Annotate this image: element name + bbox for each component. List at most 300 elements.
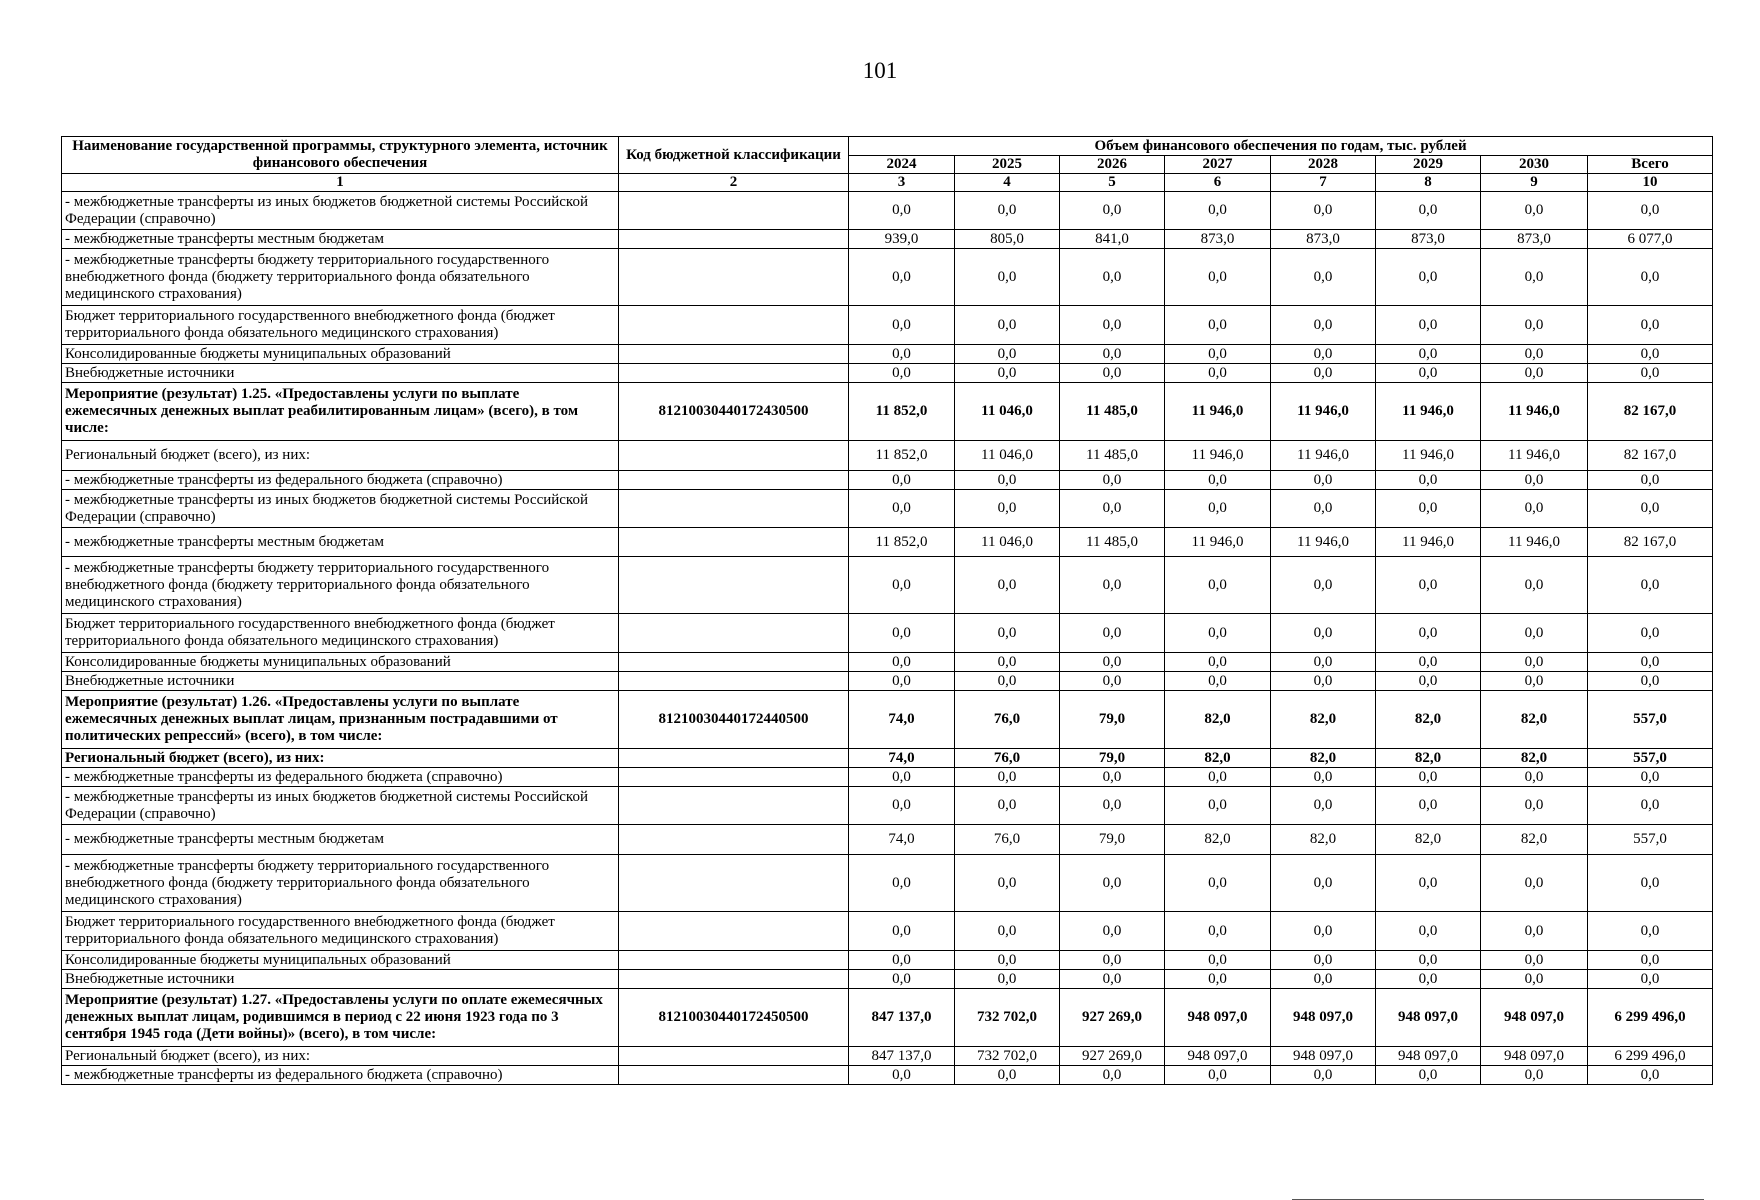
year-value-cell: 0,0 <box>1060 768 1165 787</box>
year-value-cell: 0,0 <box>1376 249 1481 306</box>
year-value-cell: 0,0 <box>1165 557 1271 614</box>
budget-code <box>619 1066 849 1085</box>
table-row <box>62 768 1713 787</box>
header-name-column: Наименование государственной программы, структурного элемента, источник финансового обеспечения <box>62 137 619 174</box>
column-number: 10 <box>1588 174 1713 192</box>
year-value-cell: 11 852,0 <box>849 441 955 471</box>
budget-code <box>619 230 849 249</box>
row-name: Бюджет территориального государственного внебюджетного фонда (бюджет территориального фонда обязательного медицинского страхования) <box>62 614 619 653</box>
year-value-cell: 0,0 <box>1376 855 1481 912</box>
year-value-cell: 948 097,0 <box>1376 989 1481 1047</box>
year-value-cell: 0,0 <box>849 306 955 345</box>
budget-code: 81210030440172430500 <box>619 383 849 441</box>
year-value-cell: 0,0 <box>1271 364 1376 383</box>
year-value-cell: 0,0 <box>955 672 1060 691</box>
budget-table <box>61 136 1713 1085</box>
year-value-cell: 0,0 <box>849 557 955 614</box>
total-value-cell: 6 299 496,0 <box>1588 989 1713 1047</box>
year-value-cell: 0,0 <box>1271 912 1376 951</box>
budget-code <box>619 614 849 653</box>
total-value-cell: 0,0 <box>1588 249 1713 306</box>
year-value-cell: 0,0 <box>849 787 955 825</box>
year-value-cell: 873,0 <box>1165 230 1271 249</box>
total-value-cell: 0,0 <box>1588 672 1713 691</box>
year-value-cell: 0,0 <box>1060 192 1165 230</box>
total-value-cell: 82 167,0 <box>1588 441 1713 471</box>
year-value-cell: 11 852,0 <box>849 383 955 441</box>
budget-code <box>619 912 849 951</box>
year-value-cell: 0,0 <box>1060 249 1165 306</box>
year-value-cell: 0,0 <box>955 192 1060 230</box>
year-value-cell: 0,0 <box>1481 672 1588 691</box>
total-value-cell: 0,0 <box>1588 557 1713 614</box>
year-value-cell: 873,0 <box>1481 230 1588 249</box>
year-value-cell: 0,0 <box>849 471 955 490</box>
year-value-cell: 82,0 <box>1376 691 1481 749</box>
table-row <box>62 653 1713 672</box>
year-value-cell: 0,0 <box>1165 345 1271 364</box>
year-value-cell: 732 702,0 <box>955 989 1060 1047</box>
year-value-cell: 74,0 <box>849 825 955 855</box>
row-name: Консолидированные бюджеты муниципальных образований <box>62 951 619 970</box>
row-name: - межбюджетные трансферты бюджету территориального государственного внебюджетного фонда (бюджету территориального фонда обязательного медицинского страхования) <box>62 855 619 912</box>
year-value-cell: 939,0 <box>849 230 955 249</box>
column-number: 6 <box>1165 174 1271 192</box>
year-value-cell: 0,0 <box>1271 557 1376 614</box>
year-value-cell: 0,0 <box>1271 614 1376 653</box>
year-value-cell: 948 097,0 <box>1481 989 1588 1047</box>
budget-code <box>619 787 849 825</box>
year-value-cell: 0,0 <box>1165 951 1271 970</box>
year-value-cell: 0,0 <box>1481 364 1588 383</box>
total-value-cell: 557,0 <box>1588 749 1713 768</box>
total-value-cell: 557,0 <box>1588 825 1713 855</box>
year-value-cell: 11 946,0 <box>1481 383 1588 441</box>
year-value-cell: 0,0 <box>1376 787 1481 825</box>
year-value-cell: 0,0 <box>955 614 1060 653</box>
header-year: 2029 <box>1376 156 1481 174</box>
year-value-cell: 0,0 <box>955 364 1060 383</box>
year-value-cell: 0,0 <box>1060 653 1165 672</box>
year-value-cell: 0,0 <box>849 345 955 364</box>
row-name: - межбюджетные трансферты местным бюджетам <box>62 230 619 249</box>
year-value-cell: 0,0 <box>1481 951 1588 970</box>
row-name: Региональный бюджет (всего), из них: <box>62 441 619 471</box>
year-value-cell: 0,0 <box>955 490 1060 528</box>
year-value-cell: 0,0 <box>1376 653 1481 672</box>
year-value-cell: 0,0 <box>1060 471 1165 490</box>
budget-code: 81210030440172450500 <box>619 989 849 1047</box>
year-value-cell: 0,0 <box>1376 192 1481 230</box>
row-name: Региональный бюджет (всего), из них: <box>62 749 619 768</box>
row-name: Бюджет территориального государственного внебюджетного фонда (бюджет территориального фонда обязательного медицинского страхования) <box>62 912 619 951</box>
year-value-cell: 76,0 <box>955 825 1060 855</box>
year-value-cell: 0,0 <box>1481 490 1588 528</box>
year-value-cell: 11 946,0 <box>1271 441 1376 471</box>
year-value-cell: 0,0 <box>955 787 1060 825</box>
table-row <box>62 672 1713 691</box>
budget-code <box>619 364 849 383</box>
year-value-cell: 11 946,0 <box>1376 383 1481 441</box>
budget-code <box>619 557 849 614</box>
year-value-cell: 0,0 <box>1060 345 1165 364</box>
year-value-cell: 0,0 <box>1481 471 1588 490</box>
total-value-cell: 0,0 <box>1588 768 1713 787</box>
year-value-cell: 76,0 <box>955 691 1060 749</box>
row-name: Внебюджетные источники <box>62 970 619 989</box>
row-name: - межбюджетные трансферты из иных бюджетов бюджетной системы Российской Федерации (справочно) <box>62 787 619 825</box>
total-value-cell: 0,0 <box>1588 912 1713 951</box>
table-row <box>62 1066 1713 1085</box>
year-value-cell: 0,0 <box>1271 855 1376 912</box>
year-value-cell: 0,0 <box>1060 787 1165 825</box>
column-number: 8 <box>1376 174 1481 192</box>
year-value-cell: 11 946,0 <box>1376 528 1481 557</box>
year-value-cell: 79,0 <box>1060 825 1165 855</box>
year-value-cell: 74,0 <box>849 749 955 768</box>
year-value-cell: 0,0 <box>1060 951 1165 970</box>
year-value-cell: 82,0 <box>1376 749 1481 768</box>
year-value-cell: 0,0 <box>955 306 1060 345</box>
year-value-cell: 0,0 <box>1376 951 1481 970</box>
event-row <box>62 691 1713 749</box>
year-value-cell: 0,0 <box>955 951 1060 970</box>
row-name: - межбюджетные трансферты бюджету территориального государственного внебюджетного фонда (бюджету территориального фонда обязательного медицинского страхования) <box>62 249 619 306</box>
year-value-cell: 0,0 <box>955 471 1060 490</box>
table-row <box>62 490 1713 528</box>
year-value-cell: 0,0 <box>1165 912 1271 951</box>
table-row <box>62 441 1713 471</box>
table-row <box>62 345 1713 364</box>
table-row <box>62 557 1713 614</box>
table-row <box>62 249 1713 306</box>
year-value-cell: 0,0 <box>1165 672 1271 691</box>
column-number: 2 <box>619 174 849 192</box>
year-value-cell: 79,0 <box>1060 691 1165 749</box>
year-value-cell: 0,0 <box>849 364 955 383</box>
header-volume: Объем финансового обеспечения по годам, тыс. рублей <box>849 137 1713 156</box>
year-value-cell: 11 946,0 <box>1165 528 1271 557</box>
total-value-cell: 0,0 <box>1588 951 1713 970</box>
table-row <box>62 364 1713 383</box>
year-value-cell: 0,0 <box>1271 306 1376 345</box>
year-value-cell: 0,0 <box>1271 1066 1376 1085</box>
year-value-cell: 948 097,0 <box>1376 1047 1481 1066</box>
budget-code <box>619 528 849 557</box>
header-year: 2025 <box>955 156 1060 174</box>
year-value-cell: 0,0 <box>1271 951 1376 970</box>
table-body <box>62 192 1713 1085</box>
year-value-cell: 0,0 <box>1376 345 1481 364</box>
column-number: 9 <box>1481 174 1588 192</box>
table-row <box>62 192 1713 230</box>
year-value-cell: 0,0 <box>849 192 955 230</box>
total-value-cell: 0,0 <box>1588 653 1713 672</box>
total-value-cell: 0,0 <box>1588 614 1713 653</box>
column-number: 7 <box>1271 174 1376 192</box>
year-value-cell: 0,0 <box>1271 345 1376 364</box>
budget-code <box>619 490 849 528</box>
year-value-cell: 0,0 <box>955 557 1060 614</box>
budget-code <box>619 825 849 855</box>
table-row <box>62 855 1713 912</box>
year-value-cell: 0,0 <box>1165 192 1271 230</box>
year-value-cell: 847 137,0 <box>849 1047 955 1066</box>
row-name: - межбюджетные трансферты из федерального бюджета (справочно) <box>62 1066 619 1085</box>
header-year: 2026 <box>1060 156 1165 174</box>
year-value-cell: 0,0 <box>1165 471 1271 490</box>
year-value-cell: 0,0 <box>1481 653 1588 672</box>
year-value-cell: 732 702,0 <box>955 1047 1060 1066</box>
year-value-cell: 74,0 <box>849 691 955 749</box>
table-row <box>62 230 1713 249</box>
budget-code <box>619 345 849 364</box>
year-value-cell: 0,0 <box>849 614 955 653</box>
row-name: - межбюджетные трансферты из иных бюджетов бюджетной системы Российской Федерации (справочно) <box>62 192 619 230</box>
budget-code <box>619 672 849 691</box>
year-value-cell: 0,0 <box>1060 672 1165 691</box>
year-value-cell: 11 046,0 <box>955 383 1060 441</box>
year-value-cell: 0,0 <box>1271 490 1376 528</box>
year-value-cell: 11 946,0 <box>1376 441 1481 471</box>
year-value-cell: 0,0 <box>849 951 955 970</box>
header-year: 2027 <box>1165 156 1271 174</box>
year-value-cell: 0,0 <box>1481 855 1588 912</box>
table-row <box>62 749 1713 768</box>
row-name: Мероприятие (результат) 1.25. «Предоставлены услуги по выплате ежемесячных денежных выплат реабилитированным лицам» (всего), в том числе: <box>62 383 619 441</box>
row-name: Региональный бюджет (всего), из них: <box>62 1047 619 1066</box>
row-name: - межбюджетные трансферты из иных бюджетов бюджетной системы Российской Федерации (справочно) <box>62 490 619 528</box>
year-value-cell: 0,0 <box>1271 787 1376 825</box>
budget-code <box>619 192 849 230</box>
year-value-cell: 0,0 <box>1271 471 1376 490</box>
year-value-cell: 0,0 <box>1271 768 1376 787</box>
budget-code: 81210030440172440500 <box>619 691 849 749</box>
year-value-cell: 0,0 <box>1376 614 1481 653</box>
year-value-cell: 0,0 <box>955 345 1060 364</box>
year-value-cell: 0,0 <box>1376 490 1481 528</box>
header-code-column: Код бюджетной классификации <box>619 137 849 174</box>
total-value-cell: 0,0 <box>1588 787 1713 825</box>
year-value-cell: 0,0 <box>1376 306 1481 345</box>
table-row <box>62 970 1713 989</box>
year-value-cell: 0,0 <box>849 490 955 528</box>
year-value-cell: 0,0 <box>955 1066 1060 1085</box>
column-number: 4 <box>955 174 1060 192</box>
header-year: 2028 <box>1271 156 1376 174</box>
total-value-cell: 6 077,0 <box>1588 230 1713 249</box>
table-row <box>62 787 1713 825</box>
year-value-cell: 0,0 <box>849 249 955 306</box>
year-value-cell: 11 852,0 <box>849 528 955 557</box>
year-value-cell: 82,0 <box>1376 825 1481 855</box>
budget-code <box>619 749 849 768</box>
table-row <box>62 912 1713 951</box>
year-value-cell: 0,0 <box>1271 249 1376 306</box>
year-value-cell: 0,0 <box>955 768 1060 787</box>
header-year: 2024 <box>849 156 955 174</box>
year-value-cell: 0,0 <box>1271 672 1376 691</box>
year-value-cell: 0,0 <box>1165 768 1271 787</box>
year-value-cell: 0,0 <box>1165 855 1271 912</box>
year-value-cell: 0,0 <box>849 1066 955 1085</box>
budget-code <box>619 306 849 345</box>
year-value-cell: 0,0 <box>1481 768 1588 787</box>
total-value-cell: 0,0 <box>1588 192 1713 230</box>
column-number: 1 <box>62 174 619 192</box>
year-value-cell: 0,0 <box>1481 970 1588 989</box>
year-value-cell: 82,0 <box>1165 825 1271 855</box>
row-name: - межбюджетные трансферты бюджету территориального государственного внебюджетного фонда (бюджету территориального фонда обязательного медицинского страхования) <box>62 557 619 614</box>
year-value-cell: 0,0 <box>955 912 1060 951</box>
year-value-cell: 873,0 <box>1271 230 1376 249</box>
budget-code <box>619 249 849 306</box>
row-name: - межбюджетные трансферты местным бюджетам <box>62 825 619 855</box>
row-name: Консолидированные бюджеты муниципальных образований <box>62 653 619 672</box>
year-value-cell: 0,0 <box>1165 306 1271 345</box>
year-value-cell: 0,0 <box>1060 614 1165 653</box>
year-value-cell: 948 097,0 <box>1271 989 1376 1047</box>
row-name: - межбюджетные трансферты из федерального бюджета (справочно) <box>62 471 619 490</box>
table-row <box>62 825 1713 855</box>
budget-code <box>619 653 849 672</box>
year-value-cell: 0,0 <box>849 653 955 672</box>
year-value-cell: 0,0 <box>1481 192 1588 230</box>
year-value-cell: 0,0 <box>1060 364 1165 383</box>
year-value-cell: 948 097,0 <box>1481 1047 1588 1066</box>
year-value-cell: 11 946,0 <box>1165 441 1271 471</box>
year-value-cell: 0,0 <box>1481 249 1588 306</box>
year-value-cell: 0,0 <box>1165 490 1271 528</box>
year-value-cell: 11 046,0 <box>955 441 1060 471</box>
total-value-cell: 6 299 496,0 <box>1588 1047 1713 1066</box>
year-value-cell: 0,0 <box>1165 653 1271 672</box>
year-value-cell: 11 046,0 <box>955 528 1060 557</box>
year-value-cell: 11 946,0 <box>1271 383 1376 441</box>
year-value-cell: 0,0 <box>1165 614 1271 653</box>
table-row <box>62 1047 1713 1066</box>
budget-code <box>619 1047 849 1066</box>
total-value-cell: 0,0 <box>1588 471 1713 490</box>
table-row <box>62 528 1713 557</box>
year-value-cell: 873,0 <box>1376 230 1481 249</box>
year-value-cell: 927 269,0 <box>1060 1047 1165 1066</box>
year-value-cell: 82,0 <box>1271 825 1376 855</box>
year-value-cell: 0,0 <box>1481 557 1588 614</box>
table-header <box>62 137 1713 192</box>
budget-code <box>619 441 849 471</box>
year-value-cell: 0,0 <box>1271 653 1376 672</box>
total-value-cell: 0,0 <box>1588 306 1713 345</box>
year-value-cell: 805,0 <box>955 230 1060 249</box>
table-row <box>62 951 1713 970</box>
year-value-cell: 948 097,0 <box>1165 989 1271 1047</box>
page-number: 101 <box>862 58 898 83</box>
row-name: Внебюджетные источники <box>62 364 619 383</box>
budget-code <box>619 768 849 787</box>
year-value-cell: 0,0 <box>849 855 955 912</box>
year-value-cell: 0,0 <box>955 855 1060 912</box>
year-value-cell: 0,0 <box>1060 970 1165 989</box>
year-value-cell: 0,0 <box>849 912 955 951</box>
year-value-cell: 82,0 <box>1165 691 1271 749</box>
year-value-cell: 0,0 <box>1060 490 1165 528</box>
year-value-cell: 0,0 <box>1481 614 1588 653</box>
year-value-cell: 0,0 <box>1165 970 1271 989</box>
event-row <box>62 383 1713 441</box>
total-value-cell: 82 167,0 <box>1588 528 1713 557</box>
year-value-cell: 0,0 <box>1165 364 1271 383</box>
year-value-cell: 0,0 <box>1060 855 1165 912</box>
year-value-cell: 11 946,0 <box>1481 441 1588 471</box>
year-value-cell: 0,0 <box>1376 768 1481 787</box>
year-value-cell: 0,0 <box>1376 912 1481 951</box>
year-value-cell: 0,0 <box>1481 345 1588 364</box>
year-value-cell: 0,0 <box>955 653 1060 672</box>
year-value-cell: 841,0 <box>1060 230 1165 249</box>
year-value-cell: 0,0 <box>1165 249 1271 306</box>
year-value-cell: 0,0 <box>1376 557 1481 614</box>
column-number: 3 <box>849 174 955 192</box>
year-value-cell: 82,0 <box>1165 749 1271 768</box>
row-name: Бюджет территориального государственного внебюджетного фонда (бюджет территориального фонда обязательного медицинского страхования) <box>62 306 619 345</box>
year-value-cell: 82,0 <box>1481 749 1588 768</box>
row-name: Консолидированные бюджеты муниципальных образований <box>62 345 619 364</box>
row-name: - межбюджетные трансферты местным бюджетам <box>62 528 619 557</box>
year-value-cell: 0,0 <box>849 970 955 989</box>
year-value-cell: 11 946,0 <box>1165 383 1271 441</box>
total-value-cell: 0,0 <box>1588 970 1713 989</box>
year-value-cell: 0,0 <box>1376 1066 1481 1085</box>
year-value-cell: 0,0 <box>1376 471 1481 490</box>
year-value-cell: 82,0 <box>1481 691 1588 749</box>
budget-code <box>619 855 849 912</box>
budget-code <box>619 951 849 970</box>
year-value-cell: 0,0 <box>1376 672 1481 691</box>
year-value-cell: 79,0 <box>1060 749 1165 768</box>
year-value-cell: 0,0 <box>1060 912 1165 951</box>
year-value-cell: 82,0 <box>1481 825 1588 855</box>
year-value-cell: 0,0 <box>1481 787 1588 825</box>
row-name: Мероприятие (результат) 1.26. «Предоставлены услуги по выплате ежемесячных денежных выплат лицам, признанным пострадавшими от политических репрессий» (всего), в том числе: <box>62 691 619 749</box>
total-value-cell: 0,0 <box>1588 1066 1713 1085</box>
year-value-cell: 11 485,0 <box>1060 383 1165 441</box>
total-value-cell: 0,0 <box>1588 490 1713 528</box>
year-value-cell: 82,0 <box>1271 749 1376 768</box>
table-row <box>62 471 1713 490</box>
year-value-cell: 0,0 <box>1060 1066 1165 1085</box>
year-value-cell: 0,0 <box>1481 912 1588 951</box>
year-value-cell: 927 269,0 <box>1060 989 1165 1047</box>
total-value-cell: 557,0 <box>1588 691 1713 749</box>
year-value-cell: 0,0 <box>849 672 955 691</box>
year-value-cell: 0,0 <box>1060 557 1165 614</box>
year-value-cell: 0,0 <box>1481 306 1588 345</box>
total-value-cell: 0,0 <box>1588 364 1713 383</box>
year-value-cell: 11 946,0 <box>1271 528 1376 557</box>
year-value-cell: 0,0 <box>1060 306 1165 345</box>
budget-code <box>619 970 849 989</box>
total-value-cell: 82 167,0 <box>1588 383 1713 441</box>
year-value-cell: 0,0 <box>849 768 955 787</box>
row-name: Внебюджетные источники <box>62 672 619 691</box>
column-number: 5 <box>1060 174 1165 192</box>
total-value-cell: 0,0 <box>1588 855 1713 912</box>
row-name: - межбюджетные трансферты из федерального бюджета (справочно) <box>62 768 619 787</box>
year-value-cell: 948 097,0 <box>1271 1047 1376 1066</box>
total-value-cell: 0,0 <box>1588 345 1713 364</box>
year-value-cell: 76,0 <box>955 749 1060 768</box>
